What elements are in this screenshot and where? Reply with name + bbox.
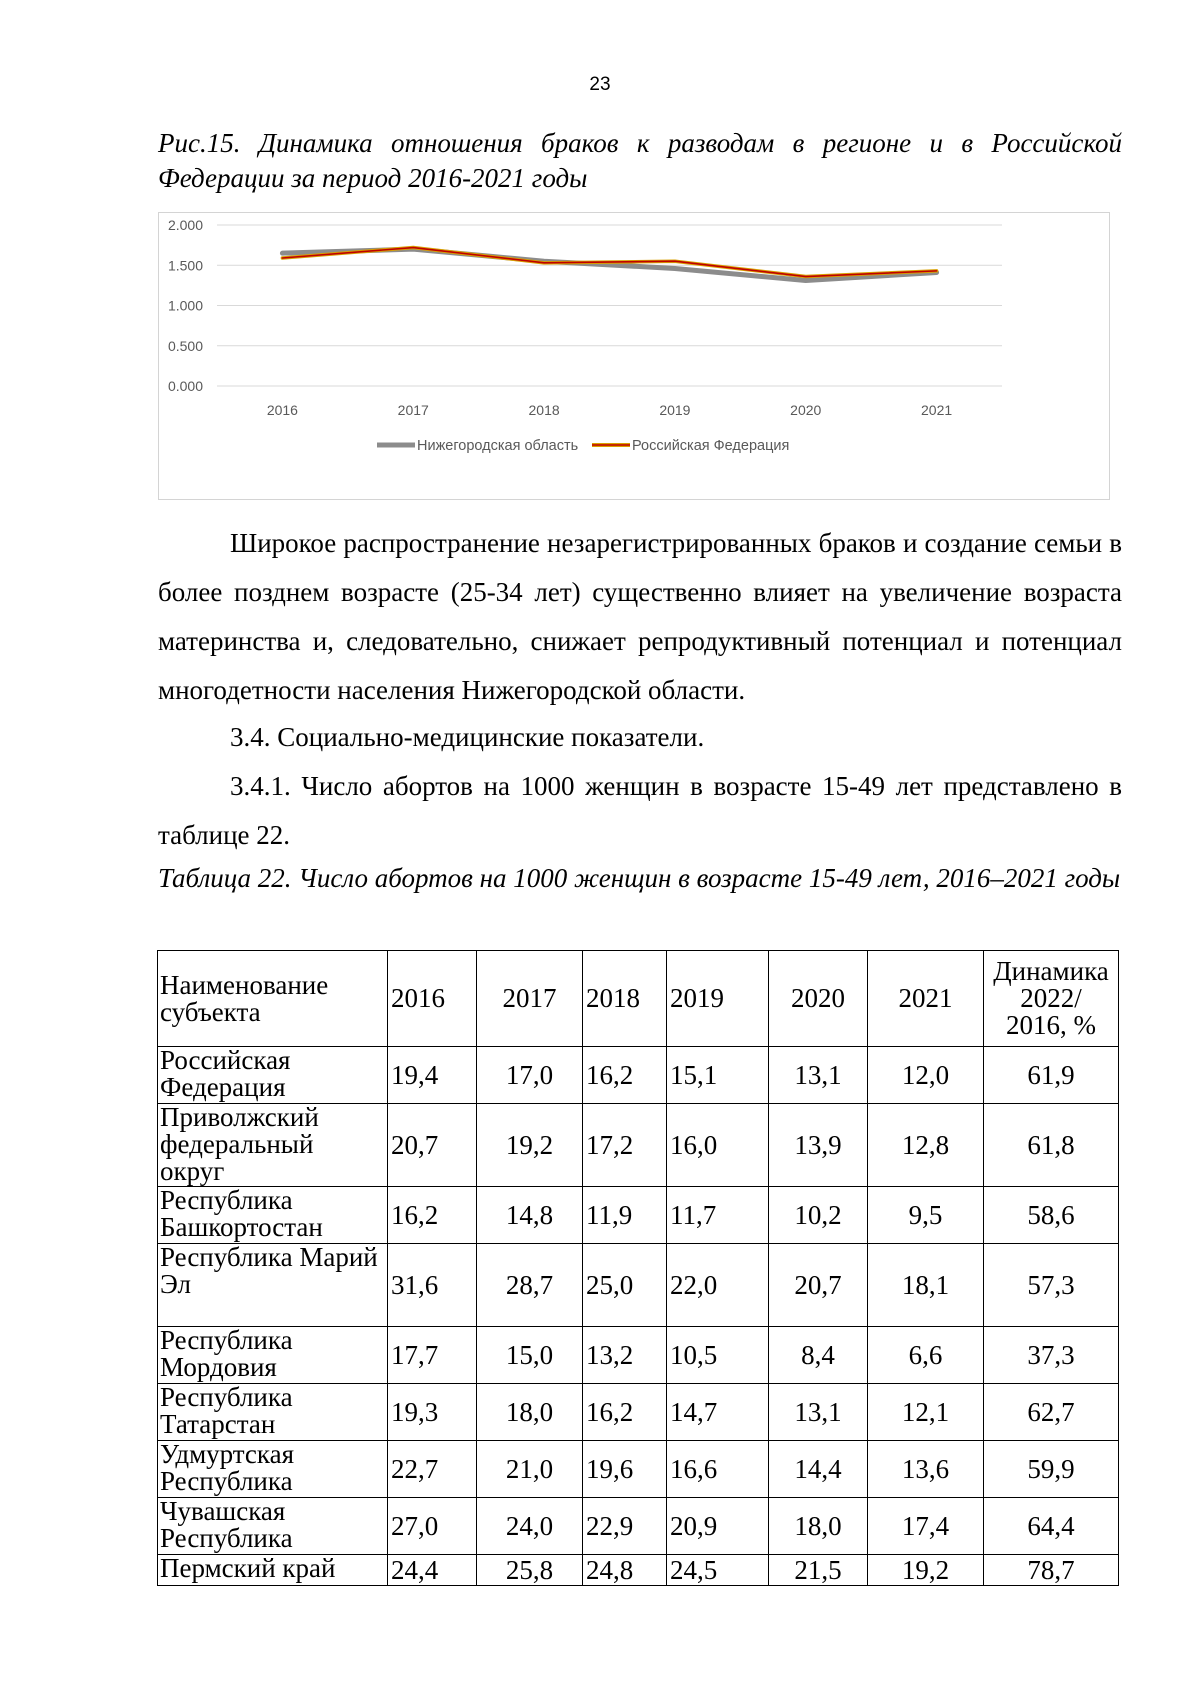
subject-name-cell: Республика Татарстан	[158, 1384, 388, 1441]
value-cell: 18,1	[868, 1244, 984, 1327]
value-cell: 21,0	[477, 1441, 583, 1498]
value-cell: 10,5	[667, 1327, 769, 1384]
header-2018: 2018	[583, 951, 667, 1047]
value-cell: 13,1	[769, 1384, 868, 1441]
figure-caption: Рис.15. Динамика отношения браков к разводам в регионе и в Российской Федерации за период 2016-2021 годы	[158, 128, 1122, 193]
table-row	[158, 1498, 1119, 1555]
value-cell: 17,2	[583, 1104, 667, 1187]
value-cell: 12,8	[868, 1104, 984, 1187]
value-cell: 15,1	[667, 1047, 769, 1104]
y-tick-label: 1.000	[167, 297, 203, 314]
dynamics-cell: 64,4	[984, 1498, 1119, 1555]
value-cell: 31,6	[388, 1244, 477, 1327]
subject-name-cell: Российская Федерация	[158, 1047, 388, 1104]
table-row	[158, 1441, 1119, 1498]
header-2019: 2019	[667, 951, 769, 1047]
value-cell: 12,1	[868, 1384, 984, 1441]
subject-name-cell: Пермский край	[158, 1555, 388, 1586]
value-cell: 12,0	[868, 1047, 984, 1104]
table-row	[158, 1384, 1119, 1441]
value-cell: 24,0	[477, 1498, 583, 1555]
dynamics-cell: 62,7	[984, 1384, 1119, 1441]
value-cell: 28,7	[477, 1244, 583, 1327]
value-cell: 19,6	[583, 1441, 667, 1498]
value-cell: 22,0	[667, 1244, 769, 1327]
value-cell: 19,2	[477, 1104, 583, 1187]
table-row	[158, 1047, 1119, 1104]
value-cell: 11,9	[583, 1187, 667, 1244]
value-cell: 16,2	[583, 1384, 667, 1441]
chart-canvas	[159, 213, 1109, 499]
value-cell: 18,0	[477, 1384, 583, 1441]
value-cell: 24,5	[667, 1555, 769, 1586]
value-cell: 20,7	[388, 1104, 477, 1187]
value-cell: 6,6	[868, 1327, 984, 1384]
value-cell: 13,6	[868, 1441, 984, 1498]
value-cell: 20,7	[769, 1244, 868, 1327]
value-cell: 20,9	[667, 1498, 769, 1555]
y-tick-label: 0.500	[167, 337, 203, 354]
subject-name-cell: Чувашская Республика	[158, 1498, 388, 1555]
header-subject: Наименование субъекта	[158, 951, 388, 1047]
value-cell: 17,7	[388, 1327, 477, 1384]
value-cell: 25,0	[583, 1244, 667, 1327]
value-cell: 15,0	[477, 1327, 583, 1384]
value-cell: 13,9	[769, 1104, 868, 1187]
value-cell: 14,8	[477, 1187, 583, 1244]
value-cell: 22,7	[388, 1441, 477, 1498]
dynamics-cell: 59,9	[984, 1441, 1119, 1498]
value-cell: 13,1	[769, 1047, 868, 1104]
value-cell: 16,0	[667, 1104, 769, 1187]
value-cell: 9,5	[868, 1187, 984, 1244]
x-tick-label: 2016	[266, 402, 298, 418]
dynamics-cell: 58,6	[984, 1187, 1119, 1244]
value-cell: 16,2	[583, 1047, 667, 1104]
line-chart	[158, 212, 1110, 500]
dynamics-cell: 57,3	[984, 1244, 1119, 1327]
header-2021: 2021	[868, 951, 984, 1047]
value-cell: 24,8	[583, 1555, 667, 1586]
table-row	[158, 1104, 1119, 1187]
legend-label: Российская Федерация	[632, 438, 790, 454]
subject-name-cell: Удмуртская Республика	[158, 1441, 388, 1498]
dynamics-cell: 37,3	[984, 1327, 1119, 1384]
value-cell: 21,5	[769, 1555, 868, 1586]
value-cell: 11,7	[667, 1187, 769, 1244]
value-cell: 19,4	[388, 1047, 477, 1104]
value-cell: 18,0	[769, 1498, 868, 1555]
value-cell: 22,9	[583, 1498, 667, 1555]
header-dynamics: Динамика 2022/ 2016, %	[984, 951, 1119, 1047]
table-row	[158, 1187, 1119, 1244]
subject-name-cell: Приволжский федеральный округ	[158, 1104, 388, 1187]
table-caption: Таблица 22. Число абортов на 1000 женщин в возрасте 15-49 лет, 2016–2021 годы	[158, 863, 1121, 893]
subject-name-cell: Республика Марий Эл	[158, 1244, 388, 1327]
value-cell: 14,7	[667, 1384, 769, 1441]
dynamics-cell: 61,8	[984, 1104, 1119, 1187]
y-tick-label: 1.500	[167, 257, 203, 274]
table-row	[158, 1327, 1119, 1384]
subject-name-cell: Республика Мордовия	[158, 1327, 388, 1384]
x-tick-label: 2017	[397, 402, 429, 418]
header-2016: 2016	[388, 951, 477, 1047]
value-cell: 16,2	[388, 1187, 477, 1244]
header-2020: 2020	[769, 951, 868, 1047]
page-number: 23	[589, 74, 611, 95]
header-2017: 2017	[477, 951, 583, 1047]
y-tick-label: 2.000	[167, 217, 203, 233]
value-cell: 17,0	[477, 1047, 583, 1104]
value-cell: 17,4	[868, 1498, 984, 1555]
value-cell: 19,3	[388, 1384, 477, 1441]
table-header-row	[158, 951, 1119, 1047]
dynamics-cell: 78,7	[984, 1555, 1119, 1586]
value-cell: 14,4	[769, 1441, 868, 1498]
paragraph-abortions-intro: 3.4.1. Число абортов на 1000 женщин в возрасте 15-49 лет представлено в таблице 22.	[158, 771, 1122, 850]
value-cell: 19,2	[868, 1555, 984, 1586]
table-row	[158, 1244, 1119, 1327]
value-cell: 24,4	[388, 1555, 477, 1586]
value-cell: 13,2	[583, 1327, 667, 1384]
x-tick-label: 2021	[921, 402, 953, 418]
subject-name-cell: Республика Башкортостан	[158, 1187, 388, 1244]
x-tick-label: 2020	[790, 402, 822, 418]
paragraph-marriage-age: Широкое распространение незарегистрированных браков и создание семьи в более позднем возрасте (25-34 лет) существенно влияет на увеличение возраста материнства и, следовательно, снижает репродуктивный потенциал и потенциал многодетности населения Нижегородской области.	[158, 528, 1122, 705]
legend-label: Нижегородская область	[417, 438, 579, 454]
x-tick-label: 2019	[659, 402, 691, 418]
section-heading: 3.4. Социально-медицинские показатели.	[230, 722, 705, 752]
value-cell: 8,4	[769, 1327, 868, 1384]
value-cell: 25,8	[477, 1555, 583, 1586]
table-row	[158, 1555, 1119, 1586]
value-cell: 16,6	[667, 1441, 769, 1498]
value-cell: 10,2	[769, 1187, 868, 1244]
x-tick-label: 2018	[528, 402, 560, 418]
value-cell: 27,0	[388, 1498, 477, 1555]
abortions-table	[157, 950, 1119, 1586]
dynamics-cell: 61,9	[984, 1047, 1119, 1104]
y-tick-label: 0.000	[167, 378, 203, 394]
